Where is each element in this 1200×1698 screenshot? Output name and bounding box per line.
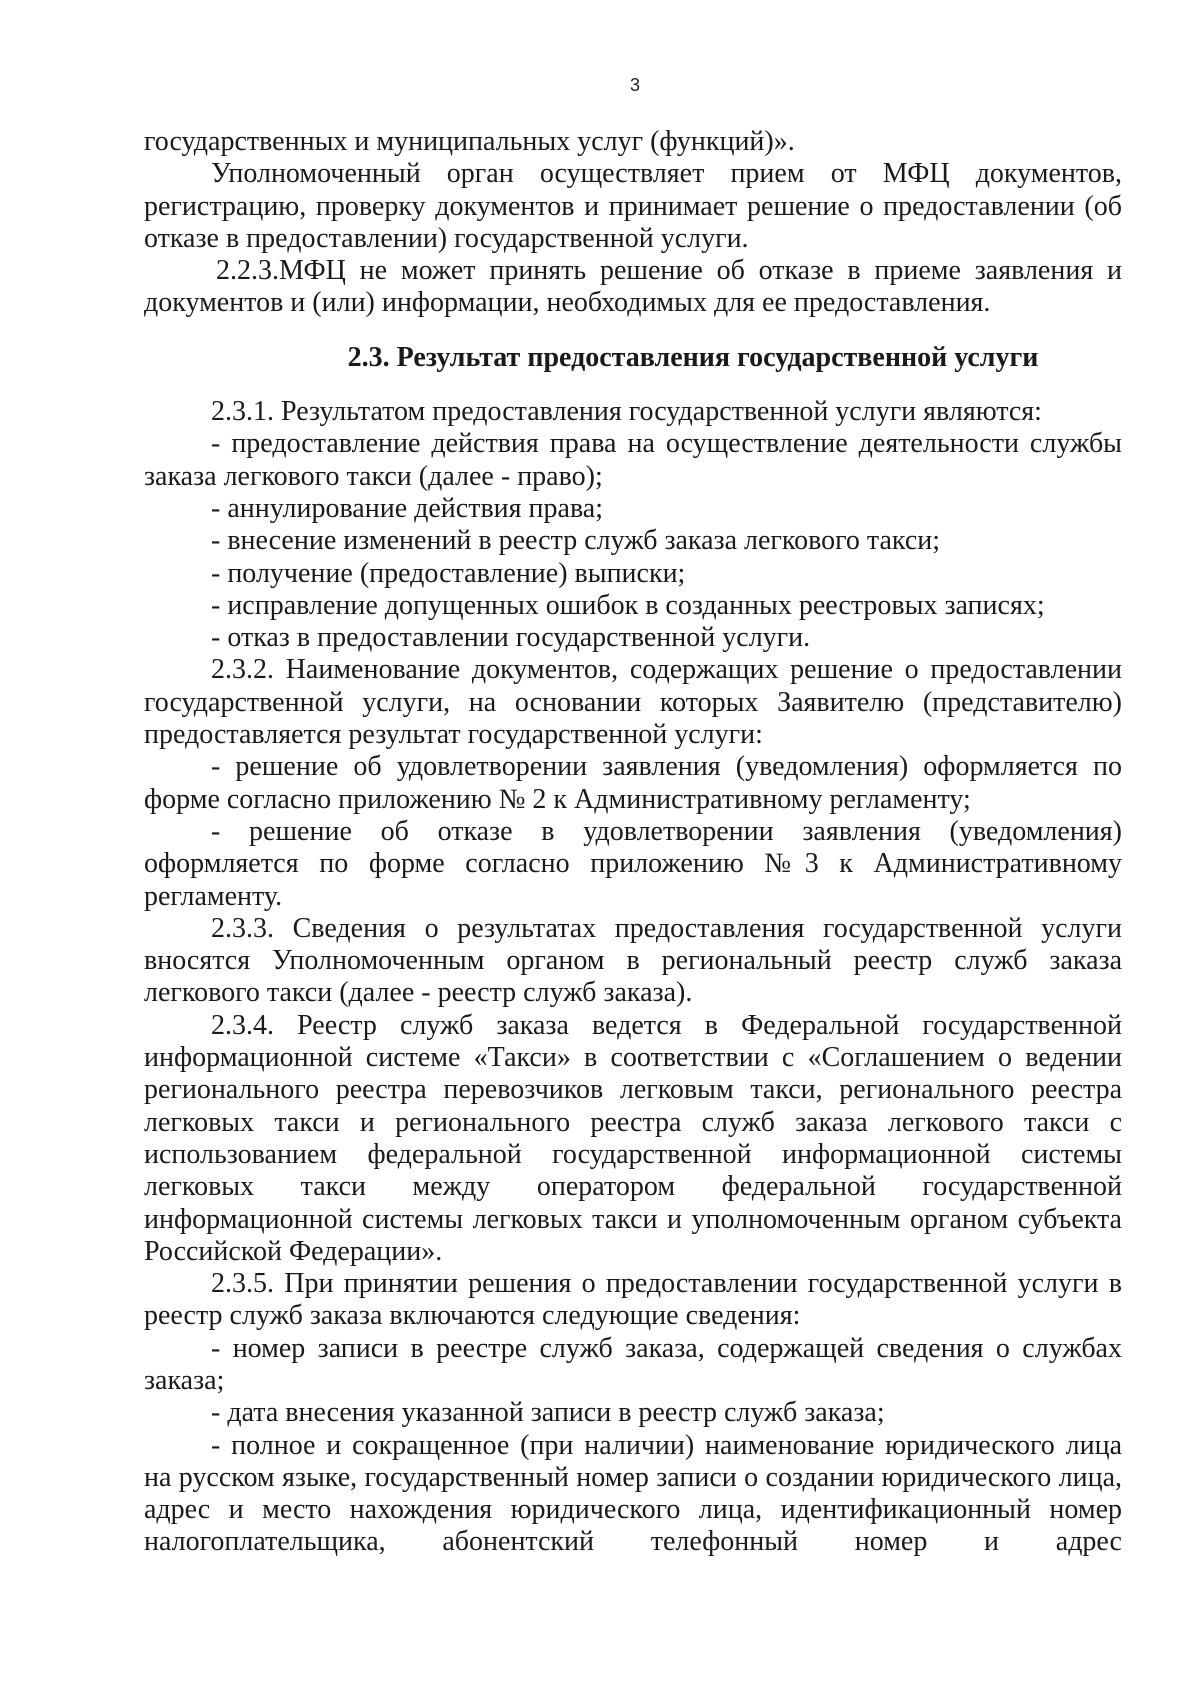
page-number: 3 bbox=[629, 75, 640, 95]
paragraph: 2.3.1. Результатом предоставления государственной услуги являются: bbox=[211, 396, 1042, 428]
paragraph: 2.2.3.МФЦ не может принять решение об отказе в приеме заявления и документов и (или) информации, необходимых для ее предоставления. bbox=[144, 255, 1122, 319]
paragraph: Уполномоченный орган осуществляет прием от МФЦ документов, регистрацию, проверку документов и принимает решение о предоставлении (об отказе в предоставлении) государственной услуги. bbox=[144, 158, 1122, 254]
list-item: - внесение изменений в реестр служб заказа легкового такси; bbox=[211, 525, 941, 557]
paragraph: государственных и муниципальных услуг (функций)». bbox=[144, 126, 795, 157]
paragraph: 2.3.3. Сведения о результатах предоставления государственной услуги вносятся Уполномоченным органом в региональный реестр служб заказа легкового такси (далее - реестр служб заказа). bbox=[144, 912, 1122, 1009]
list-item: - решение об отказе в удовлетворении заявления (уведомления) оформляется по форме согласно приложению №3 к Административному регламенту. bbox=[144, 815, 1122, 912]
paragraph: 2.3.5. При принятии решения о предоставлении государственной услуги в реестр служб заказа включаются следующие сведения: bbox=[144, 1268, 1122, 1332]
document-body bbox=[144, 126, 1122, 1559]
list-item: - аннулирование действия права; bbox=[211, 492, 603, 524]
paragraph: 2.3.2. Наименование документов, содержащих решение о предоставлении государственной услуги, на основании которых Заявителю (представителю) предоставляется результат государственной услуги: bbox=[144, 654, 1122, 751]
list-item: - дата внесения указанной записи в реестр служб заказа; bbox=[211, 1397, 885, 1429]
list-item: - отказ в предоставлении государственной услуги. bbox=[211, 622, 811, 654]
paragraph: 2.3.4. Реестр служб заказа ведется в Федеральной государственной информационной системе «Такси» в соответствии с «Соглашением о ведении регионального реестра перевозчиков легковым такси, регионального реестра легковых такси и регионального реестра служб заказа легкового такси с использованием федеральной государственной информационной системы легковых такси между оператором федеральной государственной информационной системы легковых такси и уполномоченным органом субъекта Российской Федерации». bbox=[144, 1009, 1122, 1267]
section-heading: 2.3. Результат предоставления государственной услуги bbox=[347, 341, 1039, 373]
list-item: - исправление допущенных ошибок в созданных реестровых записях; bbox=[211, 589, 1045, 621]
list-item: - получение (предоставление) выписки; bbox=[211, 557, 686, 589]
list-item: - предоставление действия права на осуществление деятельности службы заказа легкового такси (далее - право); bbox=[144, 428, 1122, 492]
list-item: - номер записи в реестре служб заказа, содержащей сведения о службах заказа; bbox=[144, 1332, 1122, 1396]
list-item: - решение об удовлетворении заявления (уведомления) оформляется по форме согласно приложению № 2 к Административному регламенту; bbox=[144, 751, 1122, 815]
list-item: - полное и сокращенное (при наличии) наименование юридического лица на русском языке, государственный номер записи о создании юридического лица, адрес и место нахождения юридического лица, идентификационный номер налогоплательщика, абонентский телефонный номер и адрес bbox=[144, 1429, 1122, 1558]
